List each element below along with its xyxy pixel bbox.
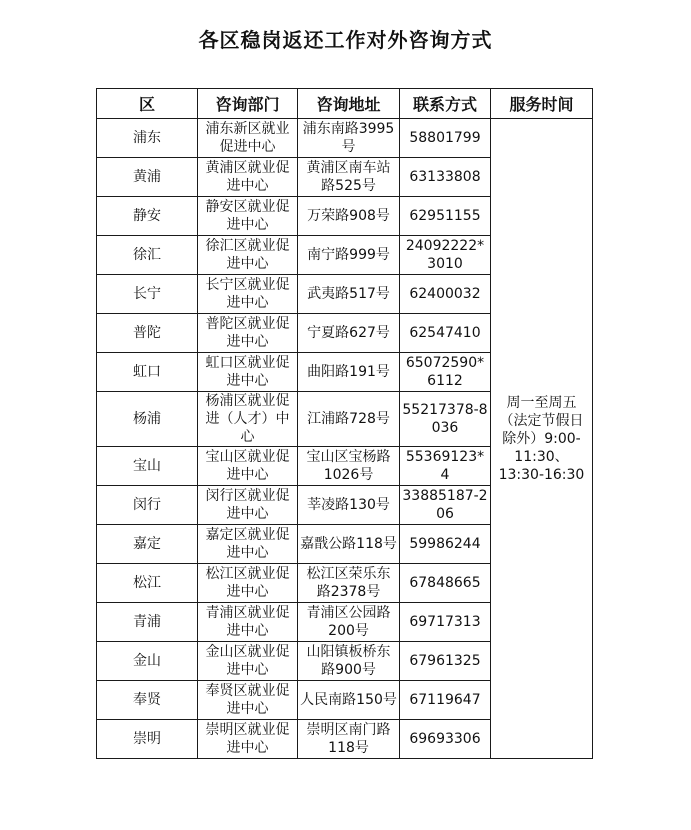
district-cell: 青浦 <box>97 603 198 642</box>
contact-cell: 33885187-206 <box>400 486 491 525</box>
department-cell: 黄浦区就业促进中心 <box>198 158 298 197</box>
department-cell: 崇明区就业促进中心 <box>198 720 298 759</box>
department-cell: 青浦区就业促进中心 <box>198 603 298 642</box>
header-row <box>97 89 593 119</box>
table-row <box>97 119 593 158</box>
contact-cell: 55217378-8036 <box>400 392 491 447</box>
department-cell: 闵行区就业促进中心 <box>198 486 298 525</box>
consultation-table <box>96 88 593 759</box>
department-cell: 普陀区就业促进中心 <box>198 314 298 353</box>
contact-cell: 67119647 <box>400 681 491 720</box>
address-cell: 松江区荣乐东路2378号 <box>298 564 400 603</box>
department-cell: 嘉定区就业促进中心 <box>198 525 298 564</box>
contact-cell: 65072590*6112 <box>400 353 491 392</box>
department-cell: 金山区就业促进中心 <box>198 642 298 681</box>
table-body <box>97 119 593 759</box>
department-cell: 静安区就业促进中心 <box>198 197 298 236</box>
contact-cell: 59986244 <box>400 525 491 564</box>
contact-cell: 58801799 <box>400 119 491 158</box>
address-cell: 万荣路908号 <box>298 197 400 236</box>
header-address: 咨询地址 <box>298 89 400 119</box>
district-cell: 宝山 <box>97 447 198 486</box>
header-department: 咨询部门 <box>198 89 298 119</box>
department-cell: 宝山区就业促进中心 <box>198 447 298 486</box>
contact-cell: 67961325 <box>400 642 491 681</box>
header-contact: 联系方式 <box>400 89 491 119</box>
contact-cell: 67848665 <box>400 564 491 603</box>
district-cell: 虹口 <box>97 353 198 392</box>
department-cell: 松江区就业促进中心 <box>198 564 298 603</box>
contact-cell: 63133808 <box>400 158 491 197</box>
contact-cell: 69717313 <box>400 603 491 642</box>
address-cell: 宝山区宝杨路1026号 <box>298 447 400 486</box>
district-cell: 崇明 <box>97 720 198 759</box>
address-cell: 莘凌路130号 <box>298 486 400 525</box>
address-cell: 曲阳路191号 <box>298 353 400 392</box>
district-cell: 静安 <box>97 197 198 236</box>
contact-cell: 62547410 <box>400 314 491 353</box>
district-cell: 嘉定 <box>97 525 198 564</box>
address-cell: 南宁路999号 <box>298 236 400 275</box>
page-title: 各区稳岗返还工作对外咨询方式 <box>198 28 493 52</box>
district-cell: 闵行 <box>97 486 198 525</box>
address-cell: 青浦区公园路200号 <box>298 603 400 642</box>
header-district: 区 <box>97 89 198 119</box>
district-cell: 松江 <box>97 564 198 603</box>
contact-cell: 62951155 <box>400 197 491 236</box>
district-cell: 普陀 <box>97 314 198 353</box>
district-cell: 杨浦 <box>97 392 198 447</box>
contact-cell: 69693306 <box>400 720 491 759</box>
district-cell: 黄浦 <box>97 158 198 197</box>
district-cell: 徐汇 <box>97 236 198 275</box>
address-cell: 黄浦区南车站路525号 <box>298 158 400 197</box>
department-cell: 虹口区就业促进中心 <box>198 353 298 392</box>
contact-cell: 62400032 <box>400 275 491 314</box>
department-cell: 杨浦区就业促进（人才）中心 <box>198 392 298 447</box>
district-cell: 奉贤 <box>97 681 198 720</box>
address-cell: 宁夏路627号 <box>298 314 400 353</box>
department-cell: 浦东新区就业促进中心 <box>198 119 298 158</box>
department-cell: 徐汇区就业促进中心 <box>198 236 298 275</box>
district-cell: 浦东 <box>97 119 198 158</box>
department-cell: 长宁区就业促进中心 <box>198 275 298 314</box>
consultation-sheet <box>96 88 596 759</box>
district-cell: 长宁 <box>97 275 198 314</box>
address-cell: 浦东南路3995号 <box>298 119 400 158</box>
header-service-time: 服务时间 <box>490 89 592 119</box>
address-cell: 人民南路150号 <box>298 681 400 720</box>
contact-cell: 24092222*3010 <box>400 236 491 275</box>
service-time-cell: 周一至周五（法定节假日除外）9:00-11:30、13:30-16:30 <box>490 119 592 759</box>
address-cell: 嘉戬公路118号 <box>298 525 400 564</box>
district-cell: 金山 <box>97 642 198 681</box>
address-cell: 江浦路728号 <box>298 392 400 447</box>
department-cell: 奉贤区就业促进中心 <box>198 681 298 720</box>
contact-cell: 55369123*4 <box>400 447 491 486</box>
address-cell: 武夷路517号 <box>298 275 400 314</box>
address-cell: 山阳镇板桥东路900号 <box>298 642 400 681</box>
address-cell: 崇明区南门路118号 <box>298 720 400 759</box>
